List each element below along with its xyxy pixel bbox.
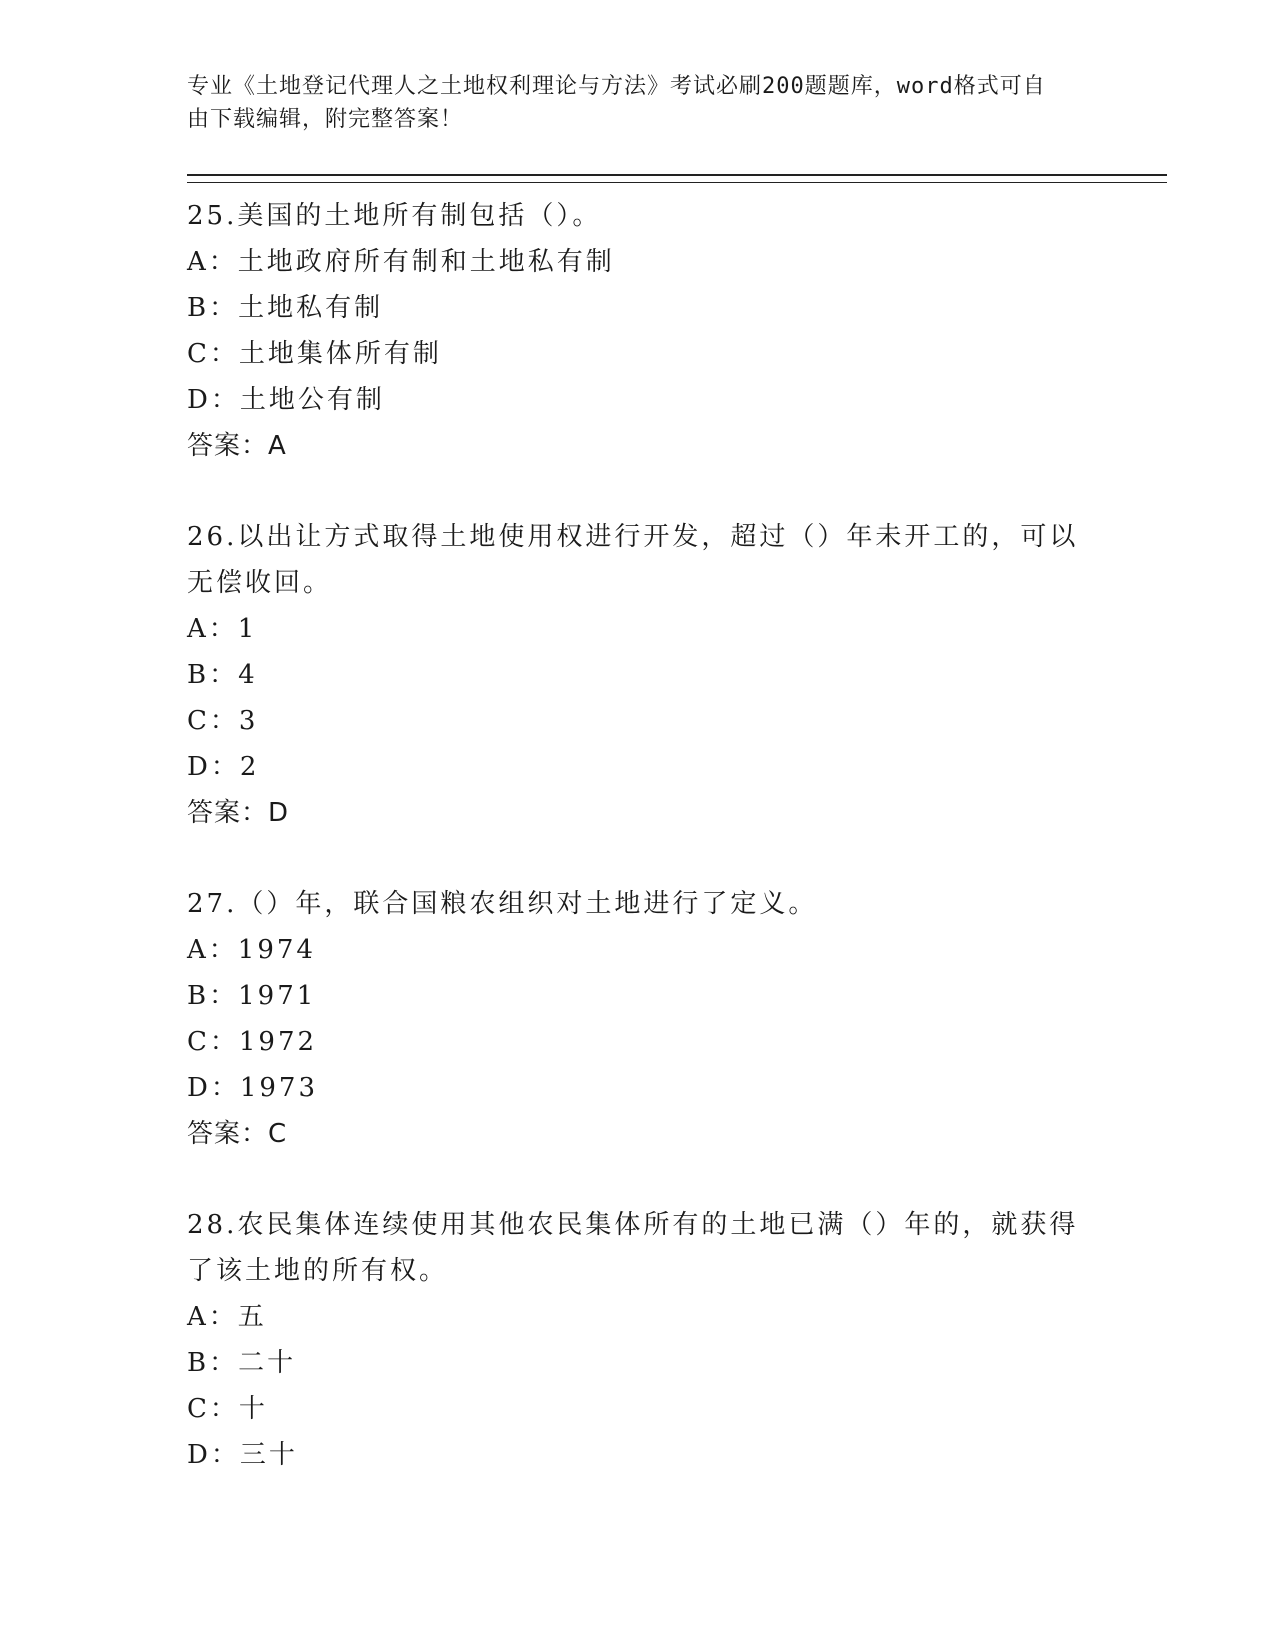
- answer: 答案：C: [187, 1119, 288, 1149]
- option-a: A：土地政府所有制和土地私有制: [187, 247, 615, 277]
- answer: 答案：D: [187, 798, 290, 828]
- option-d: D：1973: [187, 1073, 319, 1103]
- question-26: [187, 514, 1167, 836]
- question-stem: 28.农民集体连续使用其他农民集体所有的土地已满（）年的，就获得了该土地的所有权。: [187, 1210, 1079, 1286]
- option-d: D：2: [187, 752, 260, 782]
- question-27: [187, 881, 1167, 1157]
- option-b: B：土地私有制: [187, 293, 384, 323]
- option-c: C：十: [187, 1394, 268, 1424]
- option-d: D：土地公有制: [187, 385, 385, 415]
- option-a: A：1: [187, 614, 258, 644]
- answer: 答案：A: [187, 431, 287, 461]
- option-d: D：三十: [187, 1440, 298, 1470]
- question-stem: 25.美国的土地所有制包括（）。: [187, 201, 602, 231]
- question-stem: 26.以出让方式取得土地使用权进行开发，超过（）年未开工的，可以无偿收回。: [187, 522, 1079, 598]
- question-stem: 27.（）年，联合国粮农组织对土地进行了定义。: [187, 889, 818, 919]
- option-a: A：1974: [187, 935, 316, 965]
- option-c: C：3: [187, 706, 259, 736]
- header-divider: [187, 174, 1167, 183]
- option-a: A：五: [187, 1302, 267, 1332]
- document-header: 专业《土地登记代理人之土地权利理论与方法》考试必刷200题题库，word格式可自由下载编辑，附完整答案！: [187, 74, 1046, 132]
- option-c: C：土地集体所有制: [187, 339, 442, 369]
- question-list: [187, 193, 1167, 1478]
- option-c: C：1972: [187, 1027, 318, 1057]
- option-b: B：二十: [187, 1348, 297, 1378]
- question-25: [187, 193, 1167, 469]
- question-28: [187, 1202, 1167, 1478]
- document-page: [187, 70, 1167, 1523]
- option-b: B：1971: [187, 981, 317, 1011]
- option-b: B：4: [187, 660, 258, 690]
